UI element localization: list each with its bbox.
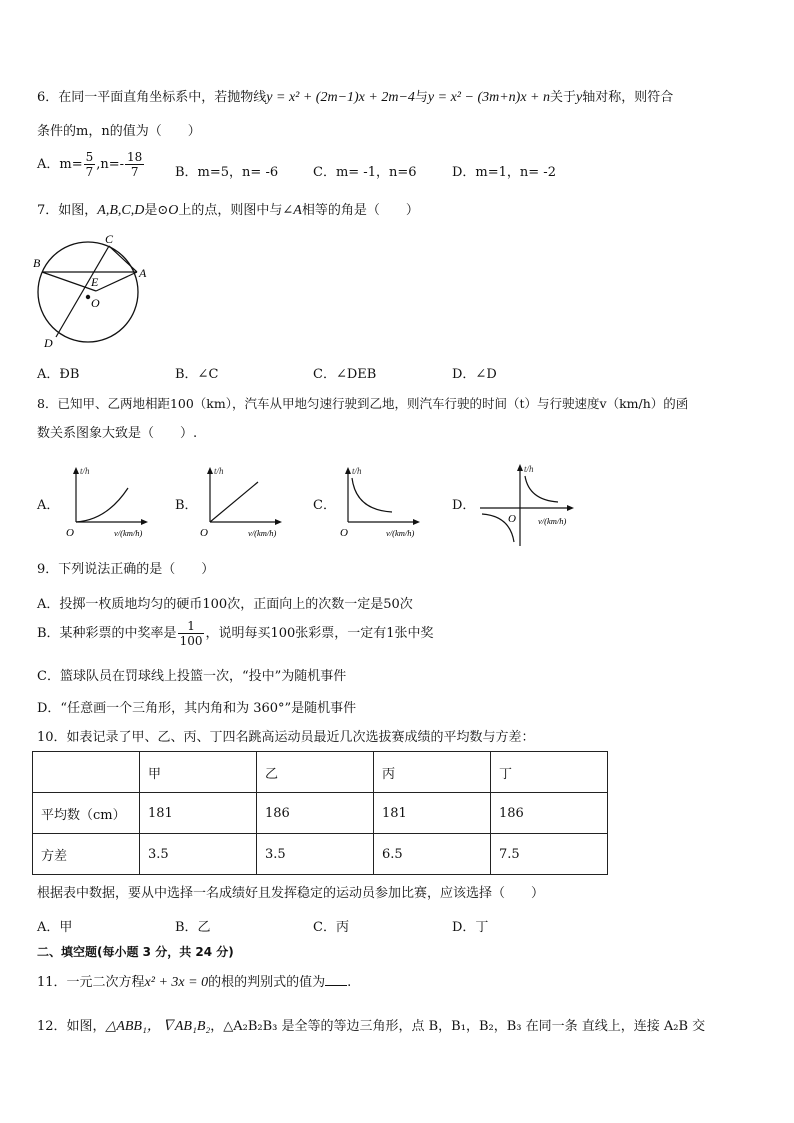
q8-graph-a: [62, 464, 162, 542]
q7-points: A,B,C,D: [97, 203, 145, 218]
table-cell: 6.5: [374, 834, 491, 875]
q8-line2: 数关系图象大致是（ ）.: [37, 426, 198, 441]
q8-graph-b: [196, 464, 296, 542]
q12-triangle-1: △ABB₁: [105, 1019, 147, 1034]
origin-label: O: [508, 513, 516, 525]
q9-option-d[interactable]: D．“任意画一个三角形，其内角和为 360°”是随机事件: [37, 701, 357, 716]
table-header-row: [33, 752, 608, 793]
q11-stem: 11．一元二次方程x² + 3x = 0的根的判别式的值为 .: [37, 975, 352, 990]
q6-text: 6．在同一平面直角坐标系中，若抛物线: [37, 90, 267, 105]
q9-option-c[interactable]: C．篮球队员在罚球线上投篮一次，“投中”为随机事件: [37, 669, 347, 684]
table-row: [33, 834, 608, 875]
q7-text-end: 相等的角是（ ）: [301, 203, 419, 218]
table-cell: 3.5: [140, 834, 257, 875]
q6-equation-1: y = x² + (2m−1)x + 2m−4: [266, 90, 415, 105]
q6-option-a[interactable]: [37, 150, 145, 179]
table-header-cell: 丙: [374, 752, 491, 793]
q6-text-mid: 与: [414, 90, 428, 105]
fraction-denominator: 100: [179, 634, 203, 648]
q6-option-a-text: A．m=: [37, 157, 83, 172]
table-row: [33, 793, 608, 834]
q7-option-d[interactable]: D．∠D: [452, 367, 497, 382]
q11-text: 11．一元二次方程: [37, 975, 145, 990]
q7-text-mid: 是⊙: [144, 203, 169, 218]
q7-angle-var: A: [293, 203, 302, 218]
label-e: E: [91, 275, 99, 289]
circle-o: [38, 242, 138, 342]
x-axis-label: v/(km/h): [538, 516, 567, 526]
fraction-numerator: 5: [85, 150, 94, 164]
q9-option-a[interactable]: A．投掷一枚质地均匀的硬币100次，正面向上的次数一定是50次: [37, 597, 413, 612]
q10-stem: 10．如表记录了甲、乙、丙、丁四名跳高运动员最近几次选拔赛成绩的平均数与方差：: [37, 730, 535, 745]
q7-option-b[interactable]: B．∠C: [175, 367, 219, 382]
chord-ea: [96, 272, 137, 291]
table-cell: 186: [257, 793, 374, 834]
q9-option-b-fraction: [178, 619, 205, 648]
q7-text: 7．如图，: [37, 203, 98, 218]
stats-table: [32, 751, 608, 875]
curve: [76, 488, 128, 522]
q6-equation-2: y = x² − (3m+n)x + n: [427, 90, 550, 105]
q10-option-c[interactable]: C．丙: [313, 920, 349, 935]
origin-label: O: [340, 527, 348, 539]
q12-text: 12．如图，: [37, 1019, 106, 1034]
label-a: A: [139, 266, 147, 280]
q6-line1: [37, 88, 673, 108]
q6-text-post: 关于: [549, 90, 576, 105]
q10-option-a[interactable]: A．甲: [37, 920, 73, 935]
q11-equation: x² + 3x = 0: [144, 975, 209, 990]
table-header-cell: 丁: [491, 752, 608, 793]
q8-line1: 8．已知甲、乙两地相距100（km），汽车从甲地匀速行驶到乙地，则汽车行驶的时间（t）与行驶速度v（km/h）的函: [37, 396, 689, 411]
q9-option-b-post: ，说明每买100张彩票，一定有1张中奖: [205, 626, 434, 641]
label-o: O: [91, 296, 100, 310]
curve-q1: [525, 476, 558, 502]
q8-option-a[interactable]: A．: [37, 498, 60, 513]
q8-graph-d: [474, 460, 584, 550]
q7-text-post: 上的点，则图中与∠: [178, 203, 294, 218]
y-axis-label: t/h: [214, 466, 224, 476]
origin-label: O: [66, 527, 74, 539]
table-cell: 186: [491, 793, 608, 834]
fraction-numerator: 18: [127, 150, 143, 164]
q8-graph-c: [334, 464, 434, 542]
label-b: B: [33, 256, 41, 270]
fraction-numerator: 1: [178, 619, 205, 634]
q8-option-c[interactable]: C．: [313, 498, 336, 513]
table-cell: 181: [140, 793, 257, 834]
q8-option-b[interactable]: B．: [175, 498, 198, 513]
origin-label: O: [200, 527, 208, 539]
chord-ca: [109, 246, 137, 272]
label-d: D: [44, 336, 53, 350]
q7-option-c[interactable]: C．∠DEB: [313, 367, 377, 382]
table-header-cell: 乙: [257, 752, 374, 793]
q7-option-a[interactable]: A．ÐB: [37, 367, 80, 382]
q8-option-d[interactable]: D．: [452, 498, 476, 513]
fraction-denominator: 7: [85, 165, 94, 179]
y-axis-label: t/h: [80, 466, 90, 476]
x-axis-label: v/(km/h): [386, 528, 415, 538]
q10-after: 根据表中数据，要从中选择一名成绩好且发挥稳定的运动员参加比赛，应该选择（ ）: [37, 886, 545, 901]
row-label-variance: 方差: [33, 834, 140, 875]
y-axis-label: t/h: [524, 464, 534, 474]
x-axis-label: v/(km/h): [114, 528, 143, 538]
q6-option-c[interactable]: C．m= -1，n=6: [313, 165, 417, 180]
table-cell: 3.5: [257, 834, 374, 875]
q9-stem: 9．下列说法正确的是（ ）: [37, 562, 215, 577]
q6-axis-var: y: [576, 90, 583, 105]
q6-text-end: 轴对称，则符合: [582, 90, 674, 105]
answer-blank[interactable]: [325, 973, 347, 986]
q10-option-b[interactable]: B．乙: [175, 920, 211, 935]
q7-circle-figure: [30, 230, 160, 355]
table-header-cell: [33, 752, 140, 793]
q9-option-b-text: B．某种彩票的中奖率是: [37, 626, 177, 641]
q7-stem: [37, 201, 419, 221]
q6-line2: 条件的m，n的值为（ ）: [37, 124, 201, 139]
table-cell: 7.5: [491, 834, 608, 875]
y-axis-label: t/h: [352, 466, 362, 476]
chord-cd: [56, 246, 109, 337]
q9-option-b[interactable]: [37, 619, 434, 648]
q6-option-a-fraction-2: [125, 150, 144, 179]
center-dot: [86, 295, 90, 299]
q6-option-d[interactable]: D．m=1，n= -2: [452, 165, 556, 180]
line: [210, 482, 258, 522]
q12-triangle-2: ，∇AB₁B₂: [146, 1019, 211, 1034]
q7-center: O: [168, 203, 179, 218]
x-axis-label: v/(km/h): [248, 528, 277, 538]
table-cell: 181: [374, 793, 491, 834]
q12-stem: [37, 1017, 705, 1037]
section-heading: 二、填空题(每小题 3 分，共 24 分): [37, 945, 234, 959]
q6-option-a-fraction-1: [84, 150, 96, 179]
table-header-cell: 甲: [140, 752, 257, 793]
q10-option-d[interactable]: D．丁: [452, 920, 489, 935]
row-label-mean: 平均数（cm）: [33, 793, 140, 834]
q6-option-a-mid: ,n=-: [96, 157, 125, 172]
q12-text-rest: ，△A₂B₂B₃ 是全等的等边三角形，点 B，B₁，B₂，B₃ 在同一条 直线上，连接 A₂B 交: [210, 1019, 706, 1034]
curve: [352, 478, 392, 512]
q6-option-b[interactable]: B．m=5，n= -6: [175, 165, 279, 180]
label-c: C: [105, 232, 114, 246]
q11-text-post: 的根的判别式的值为: [208, 975, 326, 990]
fraction-denominator: 7: [130, 165, 139, 179]
